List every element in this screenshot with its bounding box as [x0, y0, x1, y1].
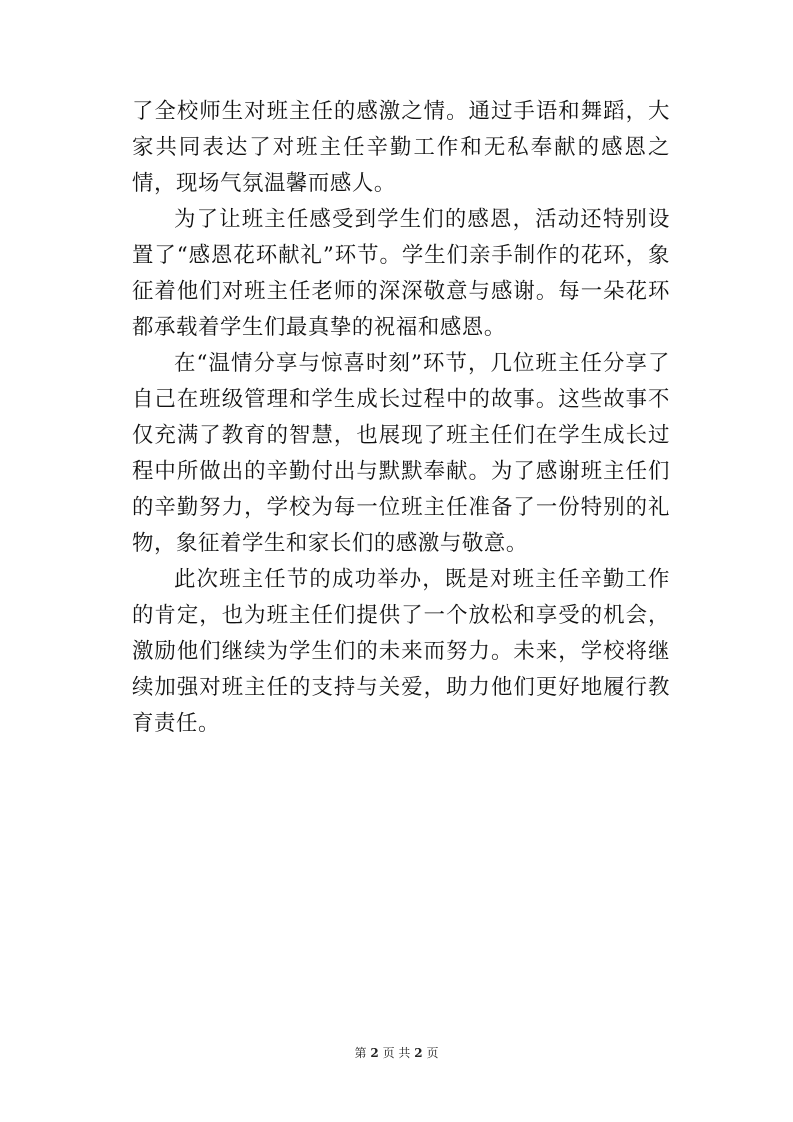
paragraph-continuation: 了全校师生对班主任的感激之情。通过手语和舞蹈，大家共同表达了对班主任辛勤工作和无私奉献的感恩之情，现场气氛温馨而感人。 — [132, 99, 670, 196]
footer-page-word: 页 — [382, 1046, 395, 1060]
page-footer — [0, 1044, 793, 1061]
paragraph-flower-garland: 为了让班主任感受到学生们的感恩，活动还特别设置了“感恩花环献礼”环节。学生们亲手制作的花环，象征着他们对班主任老师的深深敬意与感谢。每一朵花环都承载着学生们最真挚的祝福和感恩。 — [132, 207, 670, 340]
paragraph-conclusion: 此次班主任节的成功举办，既是对班主任辛勤工作的肯定，也为班主任们提供了一个放松和享受的机会，激励他们继续为学生们的未来而努力。未来，学校将继续加强对班主任的支持与关爱，助力他们更好地履行教育责任。 — [132, 567, 670, 736]
footer-prefix: 第 — [354, 1046, 367, 1060]
footer-total-pages: 2 — [414, 1046, 423, 1060]
footer-current-page: 2 — [370, 1046, 379, 1060]
paragraph-sharing-moment: 在“温情分享与惊喜时刻”环节，几位班主任分享了自己在班级管理和学生成长过程中的故事。这些故事不仅充满了教育的智慧，也展现了班主任们在学生成长过程中所做出的辛勤付出与默默奉献。为了感谢班主任们的辛勤努力，学校为每一位班主任准备了一份特别的礼物，象征着学生和家长们的感激与敬意。 — [132, 351, 670, 556]
document-body — [132, 94, 670, 742]
footer-suffix: 页 — [426, 1046, 439, 1060]
footer-total-word: 共 — [398, 1046, 411, 1060]
